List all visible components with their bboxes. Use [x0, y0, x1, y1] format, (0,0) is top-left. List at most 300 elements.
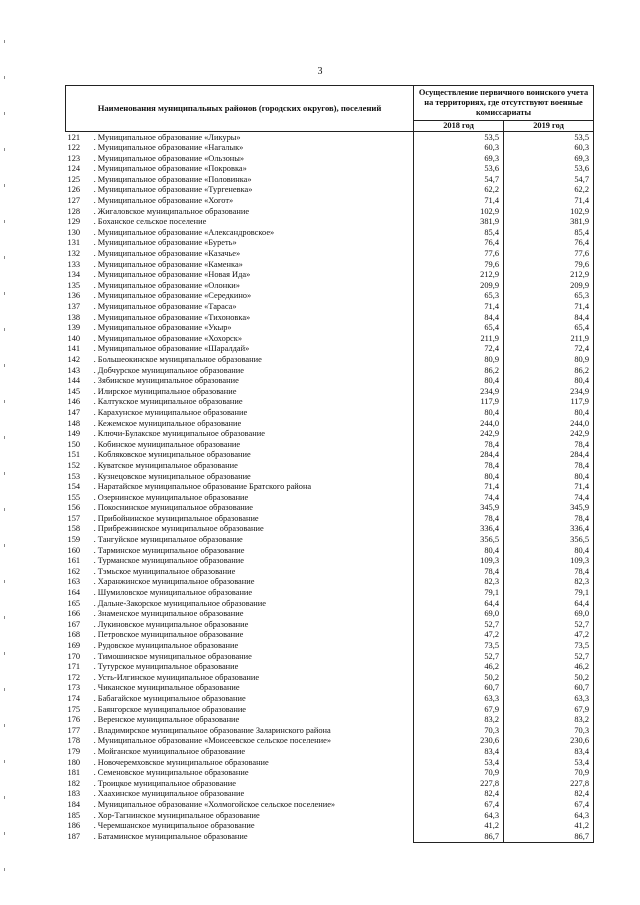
row-name-cell [66, 482, 414, 493]
column-header-name: Наименования муниципальных районов (городских округов), поселений [66, 86, 414, 132]
edge-mark [4, 400, 5, 403]
row-name-cell [66, 333, 414, 344]
edge-mark [4, 292, 5, 295]
row-number-dot: . [91, 524, 98, 534]
row-name-cell [66, 429, 414, 440]
value-2019: 64,3 [504, 810, 594, 821]
value-2018: 82,4 [414, 789, 504, 800]
row-name: Наратайское муниципальное образование Братского района [97, 482, 312, 492]
value-2019: 109,3 [504, 556, 594, 567]
value-2018: 83,2 [414, 715, 504, 726]
value-2019: 73,5 [504, 641, 594, 652]
row-number: 143 [67, 365, 81, 375]
table-row [66, 196, 594, 207]
column-header-military-registration: Осуществление первичного воинского учета на территориях, где отсутствуют военные комиссариаты [414, 86, 594, 121]
table-row [66, 778, 594, 789]
row-number-dot: . [91, 513, 98, 523]
column-header-2018: 2018 год [414, 121, 504, 132]
row-number: 122 [67, 143, 81, 153]
row-number: 130 [67, 227, 81, 237]
table-row [66, 503, 594, 514]
value-2019: 79,6 [504, 259, 594, 270]
row-name: Муниципальное образование «Ользоны» [97, 153, 245, 163]
row-name: Ключи-Булакское муниципальное образование [97, 429, 265, 439]
row-number: 125 [67, 174, 81, 184]
value-2019: 65,4 [504, 323, 594, 334]
row-name-cell [66, 588, 414, 599]
row-number-dot: . [91, 693, 98, 703]
edge-mark [4, 796, 5, 799]
row-name: Батаминское муниципальное образование [97, 831, 248, 841]
value-2018: 72,4 [414, 344, 504, 355]
row-number-dot: . [91, 768, 98, 778]
row-number: 127 [67, 196, 81, 206]
row-number: 136 [67, 291, 81, 301]
edge-mark [4, 256, 5, 259]
row-name-cell [66, 439, 414, 450]
table-row [66, 376, 594, 387]
value-2018: 46,2 [414, 662, 504, 673]
table-row [66, 524, 594, 535]
row-name: Хаахинское муниципальное образование [97, 789, 245, 799]
value-2018: 244,0 [414, 418, 504, 429]
row-number: 132 [67, 249, 81, 259]
column-header-2019: 2019 год [504, 121, 594, 132]
value-2019: 77,6 [504, 249, 594, 260]
row-number: 163 [67, 577, 81, 587]
row-number: 164 [67, 588, 81, 598]
value-2019: 70,3 [504, 725, 594, 736]
table-row [66, 259, 594, 270]
table-row [66, 577, 594, 588]
row-number-dot: . [91, 196, 98, 206]
row-name-cell [66, 217, 414, 228]
table-row [66, 492, 594, 503]
value-2019: 74,4 [504, 492, 594, 503]
row-number: 180 [67, 757, 81, 767]
value-2019: 82,4 [504, 789, 594, 800]
value-2019: 53,5 [504, 132, 594, 143]
row-name: Бабагайское муниципальное образование [97, 693, 246, 703]
value-2019: 67,4 [504, 799, 594, 810]
table-row [66, 407, 594, 418]
row-number-dot: . [91, 386, 98, 396]
row-number-dot: . [91, 164, 98, 174]
row-number-dot: . [91, 598, 98, 608]
row-name: Муниципальное образование «Покровка» [97, 164, 247, 174]
row-name: Кежемское муниципальное образование [97, 418, 242, 428]
row-name: Владимирское муниципальное образование Заларинского района [97, 725, 331, 735]
table-row [66, 238, 594, 249]
value-2018: 53,5 [414, 132, 504, 143]
row-name: Муниципальное образование «Новая Ида» [97, 270, 251, 280]
row-number-dot: . [91, 757, 98, 767]
row-number: 138 [67, 312, 81, 322]
row-name-cell [66, 662, 414, 673]
row-name-cell [66, 132, 414, 143]
row-number-dot: . [91, 418, 98, 428]
row-number-dot: . [91, 641, 98, 650]
value-2019: 80,4 [504, 407, 594, 418]
row-number-dot: . [91, 323, 98, 333]
value-2018: 80,9 [414, 354, 504, 365]
row-name: Жигаловское муниципальное образование [97, 206, 250, 216]
row-name-cell [66, 693, 414, 704]
row-number: 171 [67, 662, 81, 672]
row-name-cell [66, 153, 414, 164]
value-2018: 117,9 [414, 397, 504, 408]
row-name-cell [66, 312, 414, 323]
value-2018: 381,9 [414, 217, 504, 228]
edge-mark [4, 112, 5, 115]
row-name: Прибрежнинское муниципальное образование [97, 524, 264, 534]
row-name-cell [66, 577, 414, 588]
edge-mark [4, 40, 5, 43]
row-number: 145 [67, 386, 81, 396]
row-number: 140 [67, 333, 81, 343]
row-number-dot: . [91, 672, 98, 682]
value-2019: 78,4 [504, 513, 594, 524]
value-2019: 78,4 [504, 460, 594, 471]
row-name: Зябинское муниципальное образование [97, 376, 239, 386]
value-2018: 70,3 [414, 725, 504, 736]
edge-mark [4, 184, 5, 187]
table-row [66, 556, 594, 567]
row-name-cell [66, 736, 414, 747]
edge-mark [4, 220, 5, 223]
value-2019: 356,5 [504, 535, 594, 546]
row-number-dot: . [91, 333, 98, 343]
table-row [66, 619, 594, 630]
row-name: Илирское муниципальное образование [97, 386, 237, 396]
edge-mark [4, 148, 5, 151]
row-name: Харанжинское муниципальное образование [97, 577, 255, 587]
edge-mark [4, 616, 5, 619]
table-row [66, 418, 594, 429]
value-2019: 69,3 [504, 153, 594, 164]
row-name-cell [66, 535, 414, 546]
table-row [66, 450, 594, 461]
row-name: Кобинское муниципальное образование [97, 439, 241, 449]
row-name-cell [66, 185, 414, 196]
value-2018: 78,4 [414, 566, 504, 577]
edge-mark [4, 328, 5, 331]
value-2019: 78,4 [504, 566, 594, 577]
row-name-cell [66, 746, 414, 757]
row-number: 179 [67, 746, 81, 756]
row-number: 159 [67, 535, 81, 545]
row-name: Муниципальное образование «Холмогойское сельское поселение» [97, 799, 336, 809]
row-number: 144 [67, 376, 81, 386]
value-2019: 80,4 [504, 471, 594, 482]
row-name: Шумиловское муниципальное образование [97, 588, 253, 598]
value-2019: 60,7 [504, 683, 594, 694]
row-number-dot: . [91, 132, 98, 142]
table-row [66, 704, 594, 715]
value-2019: 284,4 [504, 450, 594, 461]
table-row [66, 545, 594, 556]
table-row [66, 439, 594, 450]
row-name-cell [66, 598, 414, 609]
edge-mark [4, 688, 5, 691]
row-name-cell [66, 238, 414, 249]
row-name: Муниципальное образование «Каменка» [97, 259, 243, 269]
row-name-cell [66, 323, 414, 334]
row-name-cell [66, 227, 414, 238]
edge-mark [4, 868, 5, 871]
value-2019: 209,9 [504, 280, 594, 291]
row-number-dot: . [91, 471, 98, 481]
table-row [66, 482, 594, 493]
value-2018: 345,9 [414, 503, 504, 514]
row-name-cell [66, 715, 414, 726]
row-number: 128 [67, 206, 81, 216]
row-number-dot: . [91, 662, 98, 672]
row-number: 156 [67, 503, 81, 513]
value-2019: 336,4 [504, 524, 594, 535]
row-name: Кузнецовское муниципальное образование [97, 471, 251, 481]
row-number: 149 [67, 429, 81, 439]
value-2019: 80,4 [504, 545, 594, 556]
table-row [66, 429, 594, 440]
table-row [66, 588, 594, 599]
row-number-dot: . [91, 397, 98, 407]
table-row [66, 672, 594, 683]
row-name-cell [66, 799, 414, 810]
row-number: 154 [67, 482, 81, 492]
row-number-dot: . [91, 831, 98, 841]
table-row [66, 513, 594, 524]
table-row [66, 153, 594, 164]
row-name: Знаменское муниципальное образование [97, 609, 244, 619]
row-number: 166 [67, 609, 81, 619]
row-name: Муниципальное образование «Ликуры» [97, 132, 241, 142]
row-name: Чиканское муниципальное образование [97, 683, 240, 693]
value-2018: 242,9 [414, 429, 504, 440]
row-number-dot: . [91, 609, 98, 619]
row-number: 160 [67, 545, 81, 555]
value-2018: 47,2 [414, 630, 504, 641]
row-name: Муниципальное образование «Половинка» [97, 174, 252, 184]
row-name-cell [66, 164, 414, 175]
value-2018: 336,4 [414, 524, 504, 535]
row-number: 186 [67, 821, 81, 831]
row-name: Муниципальное образование «Казачье» [97, 249, 241, 259]
value-2019: 102,9 [504, 206, 594, 217]
value-2019: 67,9 [504, 704, 594, 715]
table-row [66, 725, 594, 736]
value-2018: 63,3 [414, 693, 504, 704]
row-name-cell [66, 492, 414, 503]
table-row [66, 799, 594, 810]
row-number: 150 [67, 439, 81, 449]
value-2019: 242,9 [504, 429, 594, 440]
value-2018: 80,4 [414, 376, 504, 387]
row-number-dot: . [91, 492, 98, 502]
edge-mark [4, 436, 5, 439]
row-name: Тутурское муниципальное образование [97, 662, 239, 672]
value-2019: 80,4 [504, 376, 594, 387]
row-number-dot: . [91, 312, 98, 322]
row-number: 157 [67, 513, 81, 523]
row-number: 124 [67, 164, 81, 174]
edge-mark [4, 652, 5, 655]
row-number-dot: . [91, 725, 98, 735]
table-row [66, 164, 594, 175]
value-2019: 234,9 [504, 386, 594, 397]
value-2019: 117,9 [504, 397, 594, 408]
row-number-dot: . [91, 174, 98, 184]
row-name-cell [66, 566, 414, 577]
row-name: Карахунское муниципальное образование [97, 407, 248, 417]
value-2018: 41,2 [414, 821, 504, 832]
value-2018: 71,4 [414, 196, 504, 207]
value-2019: 65,3 [504, 291, 594, 302]
row-name: Муниципальное образование «Александровское» [97, 227, 275, 237]
row-number: 184 [67, 799, 81, 809]
row-number-dot: . [91, 143, 98, 153]
row-name: Кобляковское муниципальное образование [97, 450, 251, 460]
table-row [66, 535, 594, 546]
row-name: Прибойнинское муниципальное образование [97, 513, 259, 523]
row-name: Тэмьское муниципальное образование [97, 566, 236, 576]
value-2018: 284,4 [414, 450, 504, 461]
row-name: Веренское муниципальное образование [97, 715, 240, 725]
row-number: 151 [67, 450, 81, 460]
row-number-dot: . [91, 429, 98, 439]
value-2019: 76,4 [504, 238, 594, 249]
row-name-cell [66, 725, 414, 736]
row-number: 133 [67, 259, 81, 269]
value-2018: 73,5 [414, 641, 504, 652]
row-name-cell [66, 524, 414, 535]
value-2018: 74,4 [414, 492, 504, 503]
value-2019: 50,2 [504, 672, 594, 683]
row-name-cell [66, 206, 414, 217]
row-name-cell [66, 280, 414, 291]
row-name-cell [66, 365, 414, 376]
row-number-dot: . [91, 153, 98, 163]
row-name-cell [66, 810, 414, 821]
row-number-dot: . [91, 746, 98, 756]
row-name-cell [66, 821, 414, 832]
value-2018: 234,9 [414, 386, 504, 397]
row-name: Муниципальное образование «Тихоновка» [97, 312, 251, 322]
row-name: Куватское муниципальное образование [97, 460, 238, 470]
row-name-cell [66, 556, 414, 567]
value-2018: 53,4 [414, 757, 504, 768]
value-2018: 80,4 [414, 545, 504, 556]
row-name: Турманское муниципальное образование [97, 556, 244, 566]
table-row [66, 471, 594, 482]
row-number: 177 [67, 725, 81, 735]
row-name-cell [66, 174, 414, 185]
table-row [66, 291, 594, 302]
value-2018: 356,5 [414, 535, 504, 546]
row-number-dot: . [91, 482, 98, 492]
row-name-cell [66, 683, 414, 694]
row-number-dot: . [91, 778, 98, 788]
value-2018: 62,2 [414, 185, 504, 196]
table-row [66, 302, 594, 313]
value-2018: 209,9 [414, 280, 504, 291]
row-number-dot: . [91, 535, 98, 545]
row-name-cell [66, 789, 414, 800]
row-number: 187 [67, 831, 81, 841]
table-row [66, 566, 594, 577]
row-number-dot: . [91, 217, 98, 227]
row-number: 168 [67, 630, 81, 640]
value-2019: 79,1 [504, 588, 594, 599]
table-row [66, 598, 594, 609]
table-row [66, 746, 594, 757]
row-number: 126 [67, 185, 81, 195]
row-number-dot: . [91, 736, 98, 746]
table-row [66, 365, 594, 376]
table-row [66, 386, 594, 397]
value-2019: 84,4 [504, 312, 594, 323]
row-name-cell [66, 545, 414, 556]
edge-mark [4, 364, 5, 367]
value-2018: 60,3 [414, 143, 504, 154]
value-2019: 53,4 [504, 757, 594, 768]
row-number: 135 [67, 280, 81, 290]
row-name: Муниципальное образование «Хогот» [97, 196, 234, 206]
value-2018: 67,4 [414, 799, 504, 810]
row-name-cell [66, 302, 414, 313]
row-name: Добчурское муниципальное образование [97, 365, 244, 375]
row-number: 162 [67, 566, 81, 576]
value-2019: 83,4 [504, 746, 594, 757]
row-name: Тарминское муниципальное образование [97, 545, 245, 555]
value-2018: 65,3 [414, 291, 504, 302]
row-name-cell [66, 503, 414, 514]
row-name: Петровское муниципальное образование [97, 630, 244, 640]
row-number: 152 [67, 460, 81, 470]
allocation-table [65, 85, 594, 843]
row-number: 134 [67, 270, 81, 280]
row-name: Баянгорское муниципальное образование [97, 704, 247, 714]
row-number: 178 [67, 736, 81, 746]
table-row [66, 641, 594, 652]
value-2019: 64,4 [504, 598, 594, 609]
value-2018: 64,4 [414, 598, 504, 609]
value-2018: 64,3 [414, 810, 504, 821]
row-name-cell [66, 513, 414, 524]
value-2018: 70,9 [414, 768, 504, 779]
row-number: 172 [67, 672, 81, 682]
row-number-dot: . [91, 365, 98, 375]
value-2019: 60,3 [504, 143, 594, 154]
row-name-cell [66, 672, 414, 683]
value-2019: 244,0 [504, 418, 594, 429]
row-number-dot: . [91, 249, 98, 259]
row-name: Муниципальное образование «Нагалык» [97, 143, 244, 153]
row-name: Рудовское муниципальное образование [97, 641, 239, 650]
value-2018: 86,7 [414, 831, 504, 842]
row-number-dot: . [91, 810, 98, 820]
row-name: Дальне-Закорское муниципальное образование [97, 598, 266, 608]
value-2018: 50,2 [414, 672, 504, 683]
row-number-dot: . [91, 566, 98, 576]
row-name-cell [66, 471, 414, 482]
row-name-cell [66, 344, 414, 355]
scan-edge-marks [4, 0, 7, 905]
value-2019: 83,2 [504, 715, 594, 726]
row-name: Семеновское муниципальное образование [97, 768, 249, 778]
row-number: 155 [67, 492, 81, 502]
row-number-dot: . [91, 503, 98, 513]
